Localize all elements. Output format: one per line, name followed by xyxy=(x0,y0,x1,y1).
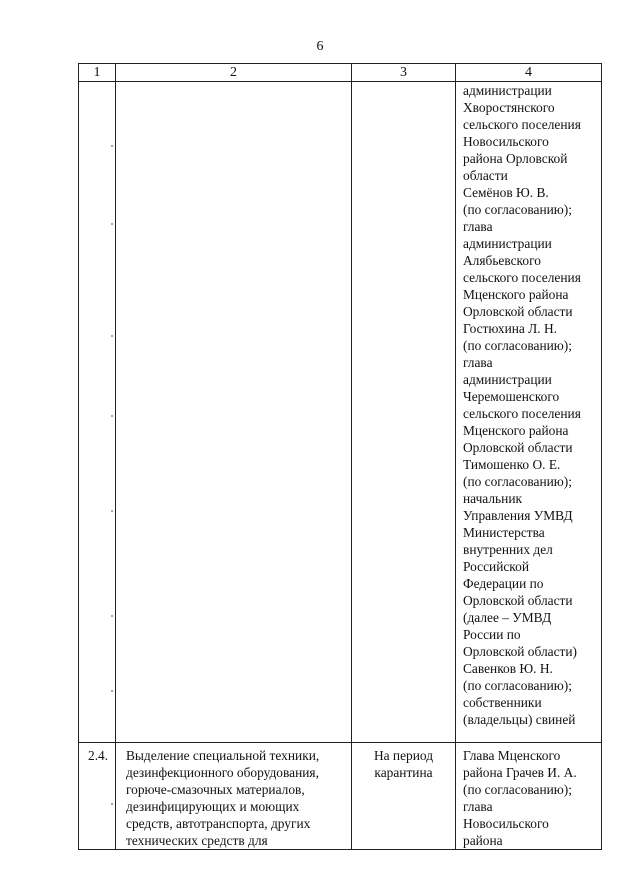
text-line: Гостюхина Л. Н. xyxy=(463,321,557,336)
text-line: сельского поселения xyxy=(463,117,581,132)
scan-speck xyxy=(111,223,113,225)
cell-col-1 xyxy=(79,82,116,743)
text-line: администрации xyxy=(463,83,552,98)
scan-speck xyxy=(111,690,113,692)
text-line: дезинфицирующих и моющих xyxy=(126,799,300,814)
text-line: Хворостянского xyxy=(463,100,555,115)
scan-speck xyxy=(111,803,113,805)
cell-col-2 xyxy=(116,82,352,743)
scan-speck xyxy=(111,510,113,512)
text-line: Орловской области) xyxy=(463,644,578,659)
header-col-4: 4 xyxy=(456,64,602,82)
text-line: (по согласованию); xyxy=(463,202,572,217)
text-line: России по xyxy=(463,627,521,642)
text-line: Савенков Ю. Н. xyxy=(463,661,553,676)
scan-speck xyxy=(111,335,113,337)
cell-col-3-deadline xyxy=(352,743,456,850)
text-line: (далее – УМВД xyxy=(463,610,552,625)
text-line: Орловской области xyxy=(463,440,573,455)
text-line: внутренних дел xyxy=(463,542,553,557)
text-line: администрации xyxy=(463,236,552,251)
text-line: Новосильского xyxy=(463,134,549,149)
text-line: Алябьевского xyxy=(463,253,541,268)
header-col-3: 3 xyxy=(352,64,456,82)
text-line: На период xyxy=(373,748,434,763)
text-line: (владельцы) свиней xyxy=(463,712,576,727)
text-line: района Орловской xyxy=(463,151,568,166)
table-row-2-4 xyxy=(79,743,602,850)
cell-col-3 xyxy=(352,82,456,743)
table-row-continued xyxy=(79,82,602,743)
text-line: района xyxy=(463,833,503,848)
text-line: карантина xyxy=(374,765,433,780)
text-line: Министерства xyxy=(463,525,545,540)
text-line: Глава Мценского xyxy=(463,748,561,763)
text-line: (по согласованию); xyxy=(463,678,572,693)
scan-speck xyxy=(111,145,113,147)
text-line: Новосильского xyxy=(463,816,549,831)
text-line: технических средств для xyxy=(126,833,268,848)
text-line: Тимошенко О. Е. xyxy=(463,457,561,472)
header-col-1: 1 xyxy=(79,64,116,82)
text-line: глава xyxy=(463,219,493,234)
text-line: Выделение специальной техники, xyxy=(126,748,320,763)
cell-col-4-responsible xyxy=(456,743,602,850)
text-line: Черемошенского xyxy=(463,389,560,404)
scan-speck xyxy=(111,415,113,417)
text-line: средств, автотранспорта, других xyxy=(126,816,311,831)
text-line: Мценского района xyxy=(463,287,569,302)
text-line: горюче-смазочных материалов, xyxy=(126,782,305,797)
text-line: Мценского района xyxy=(463,423,569,438)
page-number: 6 xyxy=(316,39,324,54)
text-line: собственники xyxy=(463,695,542,710)
row-number: 2.4. xyxy=(79,743,116,850)
text-line: Управления УМВД xyxy=(463,508,573,523)
text-line: Российской xyxy=(463,559,529,574)
text-line: сельского поселения xyxy=(463,406,581,421)
cell-col-2-activity xyxy=(116,743,352,850)
header-col-2: 2 xyxy=(116,64,352,82)
text-line: (по согласованию); xyxy=(463,338,572,353)
text-line: глава xyxy=(463,799,493,814)
document-table xyxy=(78,63,602,850)
header-row xyxy=(79,64,602,82)
text-line: сельского поселения xyxy=(463,270,581,285)
text-line: Семёнов Ю. В. xyxy=(463,185,549,200)
text-line: Орловской области xyxy=(463,593,573,608)
text-line: Федерации по xyxy=(463,576,544,591)
text-line: области xyxy=(463,168,508,183)
text-line: администрации xyxy=(463,372,552,387)
scan-speck xyxy=(111,615,113,617)
text-line: (по согласованию); xyxy=(463,782,572,797)
text-line: начальник xyxy=(463,491,522,506)
text-line: района Грачев И. А. xyxy=(463,765,577,780)
cell-col-4-responsible xyxy=(456,82,602,743)
text-line: дезинфекционного оборудования, xyxy=(126,765,319,780)
text-line: (по согласованию); xyxy=(463,474,572,489)
text-line: глава xyxy=(463,355,493,370)
text-line: Орловской области xyxy=(463,304,573,319)
